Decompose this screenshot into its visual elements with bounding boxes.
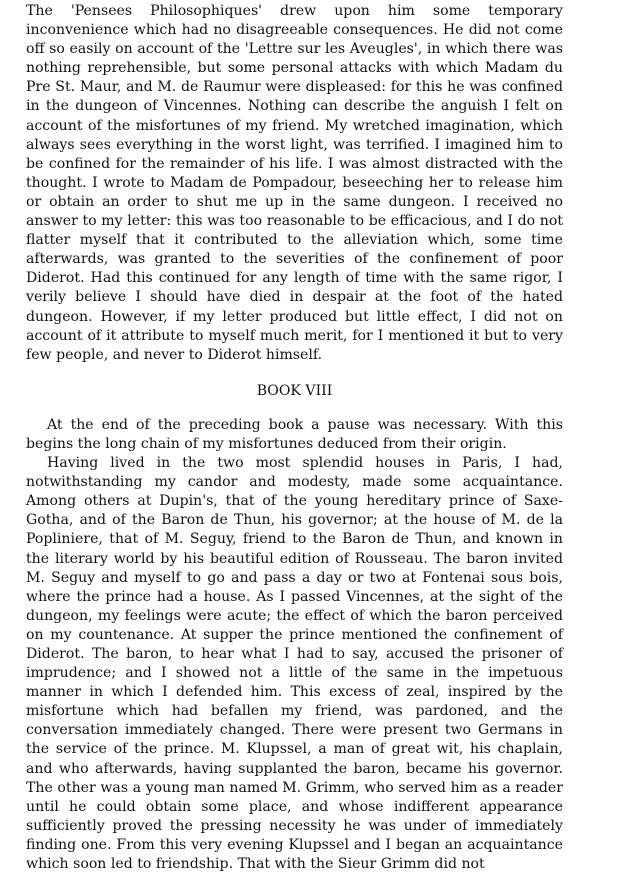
paragraph-splendid-houses: Having lived in the two most splendid houses in Paris, I had, notwithstanding my candor and modesty, made some acquaintance. Among others at Dupin's, that of the young hereditary prince of Saxe-Gotha, and of the Baron de Thun, his governor; at the house of M. de la Popliniere, that of M. Seguy, friend to the Baron de Thun, and known in the literary world by his beautiful edition of Rousseau. The baron invited M. Seguy and myself to go and pass a day or two at Fontenai sous bois, where the prince had a house. As I passed Vincennes, at the sight of the dungeon, my feelings were acute; the effect of which the baron perceived on my countenance. At supper the prince mentioned the confinement of Diderot. The baron, to hear what I had to say, accused the prisoner of imprudence; and I showed not a little of the same in the impetuous manner in which I defended him. This excess of zeal, inspired by the misfortune which had befallen my friend, was pardoned, and the conversation immediately changed. There were present two Germans in the service of the prince. M. Klupssel, a man of great wit, his chaplain, and who afterwards, having supplanted the baron, became his governor. The other was a young man named M. Grimm, who served him as a reader until he could obtain some place, and whose indifferent appearance sufficiently proved the pressing necessity he was under of immediately finding one. From this very evening Klupssel and I began an acquaintance which soon led to friendship. That with the Sieur Grimm did not xyxy=(26,455,563,873)
document-page xyxy=(26,2,563,874)
chapter-heading: BOOK VIII xyxy=(256,382,333,399)
paragraph-pensees: The 'Pensees Philosophiques' drew upon him some temporary inconvenience which had no disagreeable consequences. He did not come off so easily on account of the 'Lettre sur les Aveugles', in which there was nothing reprehensible, but some personal attacks with which Madam du Pre St. Maur, and M. de Raumur were displeased: for this he was confined in the dungeon of Vincennes. Nothing can describe the anguish I felt on account of the misfortunes of my friend. My wretched imagination, which always sees everything in the worst light, was terrified. I imagined him to be confined for the remainder of his life. I was almost distracted with the thought. I wrote to Madam de Pompadour, beseeching her to release him or obtain an order to shut me up in the same dungeon. I received no answer to my letter: this was too reasonable to be efficacious, and I do not flatter myself that it contributed to the alleviation which, some time afterwards, was granted to the severities of the confinement of poor Diderot. Had this continued for any length of time with the same rigor, I verily believe I should have died in despair at the foot of the hated dungeon. However, if my letter produced but little effect, I did not on account of it attribute to myself much merit, for I mentioned it but to very few people, and never to Diderot himself. xyxy=(26,3,563,363)
paragraph-preceding-book: At the end of the preceding book a pause was necessary. With this begins the long chain of my misfortunes deduced from their origin. xyxy=(26,416,563,452)
